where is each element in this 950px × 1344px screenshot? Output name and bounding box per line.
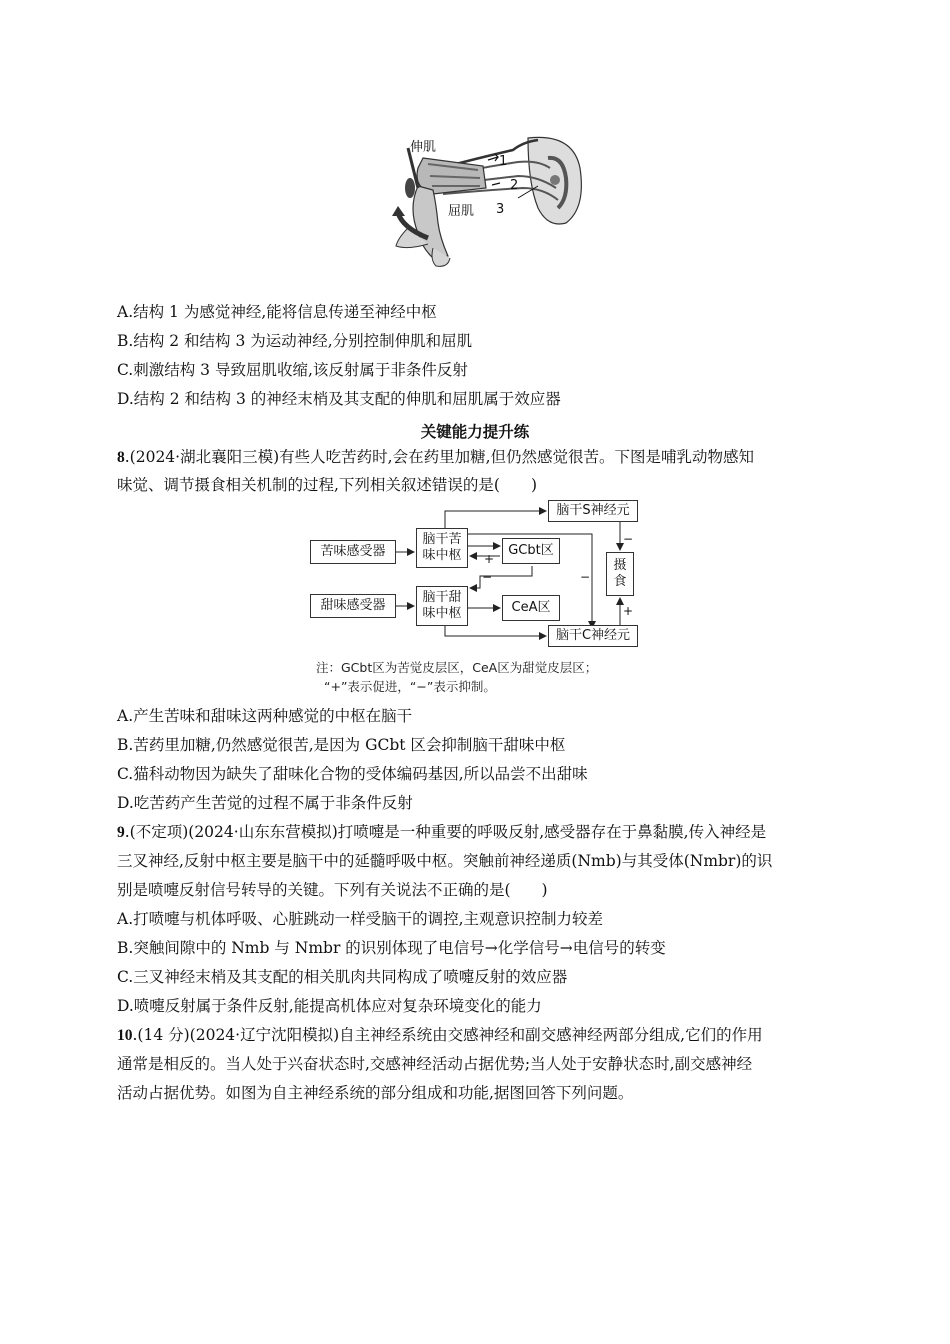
- sweet-receptor-box: 甜味感受器: [310, 594, 396, 618]
- q10-stem-line1: [117, 1025, 837, 1046]
- section-title: 关键能力提升练: [420, 423, 530, 441]
- q8-option-c: C.猫科动物因为缺失了甜味化合物的受体编码基因,所以品尝不出甜味: [117, 765, 588, 783]
- sweet-center-line1: 脑干甜: [422, 590, 462, 605]
- q9-stem-text1: 打喷嚏是一种重要的呼吸反射,感受器存在于鼻黏膜,传入神经是: [337, 823, 767, 841]
- bitter-receptor-box: 苦味感受器: [310, 540, 396, 564]
- bitter-center-line1: 脑干苦: [422, 532, 462, 547]
- q10-stem-line2: 通常是相反的。当人处于兴奋状态时,交感神经活动占据优势;当人处于安静状态时,副交感神经: [117, 1055, 753, 1073]
- q7-option-a: A.结构 1 为感觉神经,能将信息传递至神经中枢: [117, 303, 437, 321]
- q10-number: 10: [117, 1027, 133, 1044]
- q8-stem-line2: 味觉、调节摄食相关机制的过程,下列相关叙述错误的是( ): [117, 476, 538, 494]
- s-neuron-box: 脑干S神经元: [548, 500, 638, 522]
- q8-source: .(2024·湖北襄阳三模): [124, 448, 280, 466]
- bitter-center-box: [416, 528, 468, 568]
- minus-sign-s-neuron: −: [623, 532, 634, 546]
- cea-box: CeA区: [502, 595, 560, 621]
- q9-option-c: C.三叉神经末梢及其支配的相关肌肉共同构成了喷嚏反射的效应器: [117, 968, 568, 986]
- gcbt-box: GCbt区: [502, 538, 560, 564]
- q9-stem-line1: [117, 822, 837, 843]
- sweet-center-box: [416, 586, 468, 626]
- nerve-label-2: 2: [510, 178, 519, 193]
- extensor-label: 伸肌: [410, 140, 437, 155]
- flexor-label: 屈肌: [448, 204, 475, 219]
- minus-sign-c-neuron: −: [580, 570, 591, 584]
- q9-option-d: D.喷嚏反射属于条件反射,能提高机体应对复杂环境变化的能力: [117, 997, 542, 1015]
- sweet-center-line2: 味中枢: [422, 606, 462, 621]
- q9-number: 9: [117, 824, 125, 841]
- q9-option-b: B.突触间隙中的 Nmb 与 Nmbr 的识别体现了电信号→化学信号→电信号的转变: [117, 939, 666, 957]
- q9-stem-line3: 别是喷嚏反射信号转导的关键。下列有关说法不正确的是( ): [117, 881, 548, 899]
- nerve-label-1: 1: [499, 154, 508, 169]
- nerve-label-3: 3: [496, 202, 505, 217]
- q8-option-b: B.苦药里加糖,仍然感觉很苦,是因为 GCbt 区会抑制脑干甜味中枢: [117, 736, 566, 754]
- diagram-note-line1: 注：GCbt区为苦觉皮层区，CeA区为甜觉皮层区；: [316, 660, 598, 675]
- bitter-center-line2: 味中枢: [422, 548, 462, 563]
- q10-source: .(14 分)(2024·辽宁沈阳模拟): [132, 1026, 340, 1044]
- q7-option-c: C.刺激结构 3 导致屈肌收缩,该反射属于非条件反射: [117, 361, 468, 379]
- minus-sign-gcbt: −: [482, 570, 493, 584]
- diagram-note-line2: “+”表示促进，“−”表示抑制。: [324, 679, 496, 694]
- q7-option-b: B.结构 2 和结构 3 为运动神经,分别控制伸肌和屈肌: [117, 332, 473, 350]
- c-neuron-box: 脑干C神经元: [548, 625, 638, 647]
- feeding-line2: 食: [613, 574, 627, 589]
- knee-reflex-figure: [388, 128, 598, 270]
- q8-option-a: A.产生苦味和甜味这两种感觉的中枢在脑干: [117, 707, 413, 725]
- taste-mechanism-diagram: [300, 498, 650, 698]
- q8-option-d: D.吃苦药产生苦觉的过程不属于非条件反射: [117, 794, 413, 812]
- plus-sign-feeding: +: [623, 604, 634, 618]
- q9-source: .(不定项)(2024·山东东营模拟): [124, 823, 338, 841]
- q8-stem-line1: [117, 447, 837, 468]
- q7-option-d: D.结构 2 和结构 3 的神经末梢及其支配的伸肌和屈肌属于效应器: [117, 390, 561, 408]
- feeding-box: [606, 552, 634, 596]
- q8-number: 8: [117, 449, 125, 466]
- feeding-line1: 摄: [613, 558, 627, 573]
- q10-stem-text1: 自主神经系统由交感神经和副交感神经两部分组成,它们的作用: [339, 1026, 763, 1044]
- q8-stem-text1: 有些人吃苦药时,会在药里加糖,但仍然感觉很苦。下图是哺乳动物感知: [279, 448, 755, 466]
- q10-stem-line3: 活动占据优势。如图为自主神经系统的部分组成和功能,据图回答下列问题。: [117, 1084, 634, 1102]
- q9-stem-line2: 三叉神经,反射中枢主要是脑干中的延髓呼吸中枢。突触前神经递质(Nmb)与其受体(Nmbr)的识: [117, 852, 773, 870]
- q9-option-a: A.打喷嚏与机体呼吸、心脏跳动一样受脑干的调控,主观意识控制力较差: [117, 910, 604, 928]
- plus-sign-gcbt: +: [484, 552, 495, 566]
